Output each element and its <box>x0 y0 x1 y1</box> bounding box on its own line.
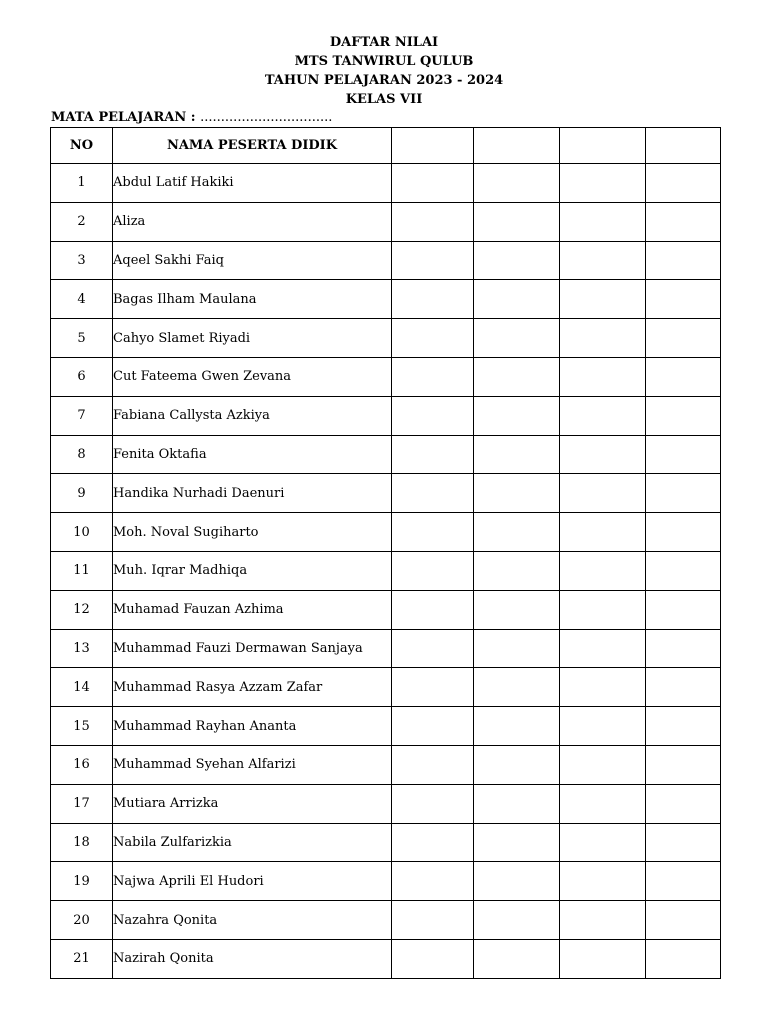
grade-cell-1 <box>392 513 474 552</box>
student-name: Muhammad Fauzi Dermawan Sanjaya <box>113 629 392 668</box>
grade-cell-3 <box>560 823 646 862</box>
student-name: Cut Fateema Gwen Zevana <box>113 357 392 396</box>
student-name: Nazirah Qonita <box>113 939 392 978</box>
grade-cell-4 <box>646 745 721 784</box>
grade-cell-3 <box>560 862 646 901</box>
header-grade-2 <box>474 128 560 164</box>
row-number: 13 <box>51 629 113 668</box>
subject-label: MATA PELAJARAN : <box>51 110 196 125</box>
table-row <box>51 280 721 319</box>
grade-cell-2 <box>474 862 560 901</box>
grade-cell-2 <box>474 784 560 823</box>
grade-cell-1 <box>392 823 474 862</box>
row-number: 21 <box>51 939 113 978</box>
doc-title: DAFTAR NILAI <box>329 35 439 50</box>
grade-cell-4 <box>646 590 721 629</box>
grade-cell-3 <box>560 745 646 784</box>
grade-cell-3 <box>560 590 646 629</box>
grade-cell-4 <box>646 280 721 319</box>
table-row <box>51 551 721 590</box>
table-row <box>51 939 721 978</box>
grades-table <box>50 127 721 979</box>
grade-cell-4 <box>646 784 721 823</box>
student-name: Bagas Ilham Maulana <box>113 280 392 319</box>
grade-cell-1 <box>392 784 474 823</box>
grade-cell-4 <box>646 396 721 435</box>
grade-cell-2 <box>474 551 560 590</box>
grade-cell-2 <box>474 435 560 474</box>
student-name: Muhammad Rayhan Ananta <box>113 707 392 746</box>
row-number: 2 <box>51 202 113 241</box>
document-header <box>0 33 768 109</box>
row-number: 18 <box>51 823 113 862</box>
grade-cell-4 <box>646 435 721 474</box>
grade-cell-4 <box>646 629 721 668</box>
academic-year: TAHUN PELAJARAN 2023 - 2024 <box>264 73 504 88</box>
grade-cell-2 <box>474 357 560 396</box>
grade-cell-3 <box>560 202 646 241</box>
grade-cell-3 <box>560 707 646 746</box>
student-name: Najwa Aprili El Hudori <box>113 862 392 901</box>
grade-cell-2 <box>474 745 560 784</box>
table-row <box>51 823 721 862</box>
grade-cell-4 <box>646 707 721 746</box>
grade-cell-4 <box>646 357 721 396</box>
student-name: Abdul Latif Hakiki <box>113 164 392 203</box>
grade-cell-1 <box>392 435 474 474</box>
grade-cell-3 <box>560 629 646 668</box>
grade-cell-4 <box>646 668 721 707</box>
table-body <box>51 164 721 979</box>
grade-cell-1 <box>392 551 474 590</box>
grade-cell-2 <box>474 241 560 280</box>
row-number: 8 <box>51 435 113 474</box>
table-row <box>51 396 721 435</box>
grade-cell-1 <box>392 590 474 629</box>
grade-cell-2 <box>474 513 560 552</box>
row-number: 11 <box>51 551 113 590</box>
grade-cell-4 <box>646 319 721 358</box>
grade-cell-1 <box>392 280 474 319</box>
student-name: Fenita Oktafia <box>113 435 392 474</box>
grade-cell-1 <box>392 202 474 241</box>
student-name: Muhamad Fauzan Azhima <box>113 590 392 629</box>
row-number: 17 <box>51 784 113 823</box>
row-number: 6 <box>51 357 113 396</box>
student-name: Handika Nurhadi Daenuri <box>113 474 392 513</box>
student-name: Nabila Zulfarizkia <box>113 823 392 862</box>
student-name: Nazahra Qonita <box>113 901 392 940</box>
row-number: 10 <box>51 513 113 552</box>
grade-cell-3 <box>560 241 646 280</box>
grade-cell-4 <box>646 901 721 940</box>
grade-cell-3 <box>560 513 646 552</box>
table-row <box>51 241 721 280</box>
header-grade-1 <box>392 128 474 164</box>
row-number: 14 <box>51 668 113 707</box>
table-row <box>51 319 721 358</box>
grade-cell-2 <box>474 901 560 940</box>
grade-cell-1 <box>392 862 474 901</box>
grade-cell-3 <box>560 784 646 823</box>
grade-cell-3 <box>560 357 646 396</box>
table-row <box>51 745 721 784</box>
table-row <box>51 513 721 552</box>
row-number: 12 <box>51 590 113 629</box>
student-name: Aqeel Sakhi Faiq <box>113 241 392 280</box>
grade-cell-4 <box>646 513 721 552</box>
grade-cell-2 <box>474 707 560 746</box>
row-number: 3 <box>51 241 113 280</box>
table-row <box>51 164 721 203</box>
subject-line <box>51 108 332 127</box>
grade-cell-2 <box>474 280 560 319</box>
student-name: Muhammad Syehan Alfarizi <box>113 745 392 784</box>
table-row <box>51 707 721 746</box>
row-number: 7 <box>51 396 113 435</box>
table-row <box>51 668 721 707</box>
row-number: 1 <box>51 164 113 203</box>
row-number: 9 <box>51 474 113 513</box>
grade-cell-2 <box>474 668 560 707</box>
table-row <box>51 357 721 396</box>
grade-cell-2 <box>474 939 560 978</box>
row-number: 4 <box>51 280 113 319</box>
grade-cell-2 <box>474 474 560 513</box>
grade-cell-1 <box>392 939 474 978</box>
row-number: 15 <box>51 707 113 746</box>
table-row <box>51 435 721 474</box>
grade-cell-1 <box>392 474 474 513</box>
grade-cell-3 <box>560 668 646 707</box>
student-name: Muh. Iqrar Madhiqa <box>113 551 392 590</box>
grade-cell-3 <box>560 551 646 590</box>
table-row <box>51 862 721 901</box>
grade-cell-4 <box>646 474 721 513</box>
grade-cell-1 <box>392 319 474 358</box>
grade-cell-4 <box>646 551 721 590</box>
grade-cell-3 <box>560 280 646 319</box>
grade-cell-2 <box>474 629 560 668</box>
row-number: 5 <box>51 319 113 358</box>
grade-cell-4 <box>646 939 721 978</box>
table-header-row <box>51 128 721 164</box>
grade-cell-1 <box>392 357 474 396</box>
table-row <box>51 901 721 940</box>
grade-cell-3 <box>560 319 646 358</box>
student-name: Mutiara Arrizka <box>113 784 392 823</box>
grade-cell-2 <box>474 164 560 203</box>
grade-cell-1 <box>392 396 474 435</box>
grade-cell-2 <box>474 319 560 358</box>
header-name: NAMA PESERTA DIDIK <box>113 128 392 164</box>
table-row <box>51 629 721 668</box>
student-name: Fabiana Callysta Azkiya <box>113 396 392 435</box>
student-name: Cahyo Slamet Riyadi <box>113 319 392 358</box>
grade-cell-4 <box>646 823 721 862</box>
table-row <box>51 590 721 629</box>
grade-cell-3 <box>560 164 646 203</box>
grade-cell-1 <box>392 241 474 280</box>
grade-cell-3 <box>560 939 646 978</box>
table-row <box>51 784 721 823</box>
grade-cell-2 <box>474 590 560 629</box>
student-name: Aliza <box>113 202 392 241</box>
grade-cell-1 <box>392 629 474 668</box>
table-row <box>51 202 721 241</box>
school-name: MTS TANWIRUL QULUB <box>294 54 474 69</box>
grade-cell-3 <box>560 901 646 940</box>
grade-cell-4 <box>646 862 721 901</box>
student-name: Muhammad Rasya Azzam Zafar <box>113 668 392 707</box>
grade-cell-3 <box>560 435 646 474</box>
grade-cell-4 <box>646 164 721 203</box>
class-name: KELAS VII <box>345 92 423 107</box>
row-number: 20 <box>51 901 113 940</box>
grade-cell-1 <box>392 668 474 707</box>
grade-cell-2 <box>474 202 560 241</box>
row-number: 19 <box>51 862 113 901</box>
header-grade-3 <box>560 128 646 164</box>
header-grade-4 <box>646 128 721 164</box>
header-no: NO <box>51 128 113 164</box>
grade-cell-1 <box>392 164 474 203</box>
student-name: Moh. Noval Sugiharto <box>113 513 392 552</box>
grade-cell-3 <box>560 474 646 513</box>
grade-cell-1 <box>392 745 474 784</box>
grade-cell-2 <box>474 823 560 862</box>
grade-cell-1 <box>392 901 474 940</box>
grade-cell-1 <box>392 707 474 746</box>
grade-cell-3 <box>560 396 646 435</box>
row-number: 16 <box>51 745 113 784</box>
grade-cell-2 <box>474 396 560 435</box>
table-row <box>51 474 721 513</box>
grade-cell-4 <box>646 241 721 280</box>
subject-blank: ................................ <box>200 110 333 125</box>
grade-cell-4 <box>646 202 721 241</box>
